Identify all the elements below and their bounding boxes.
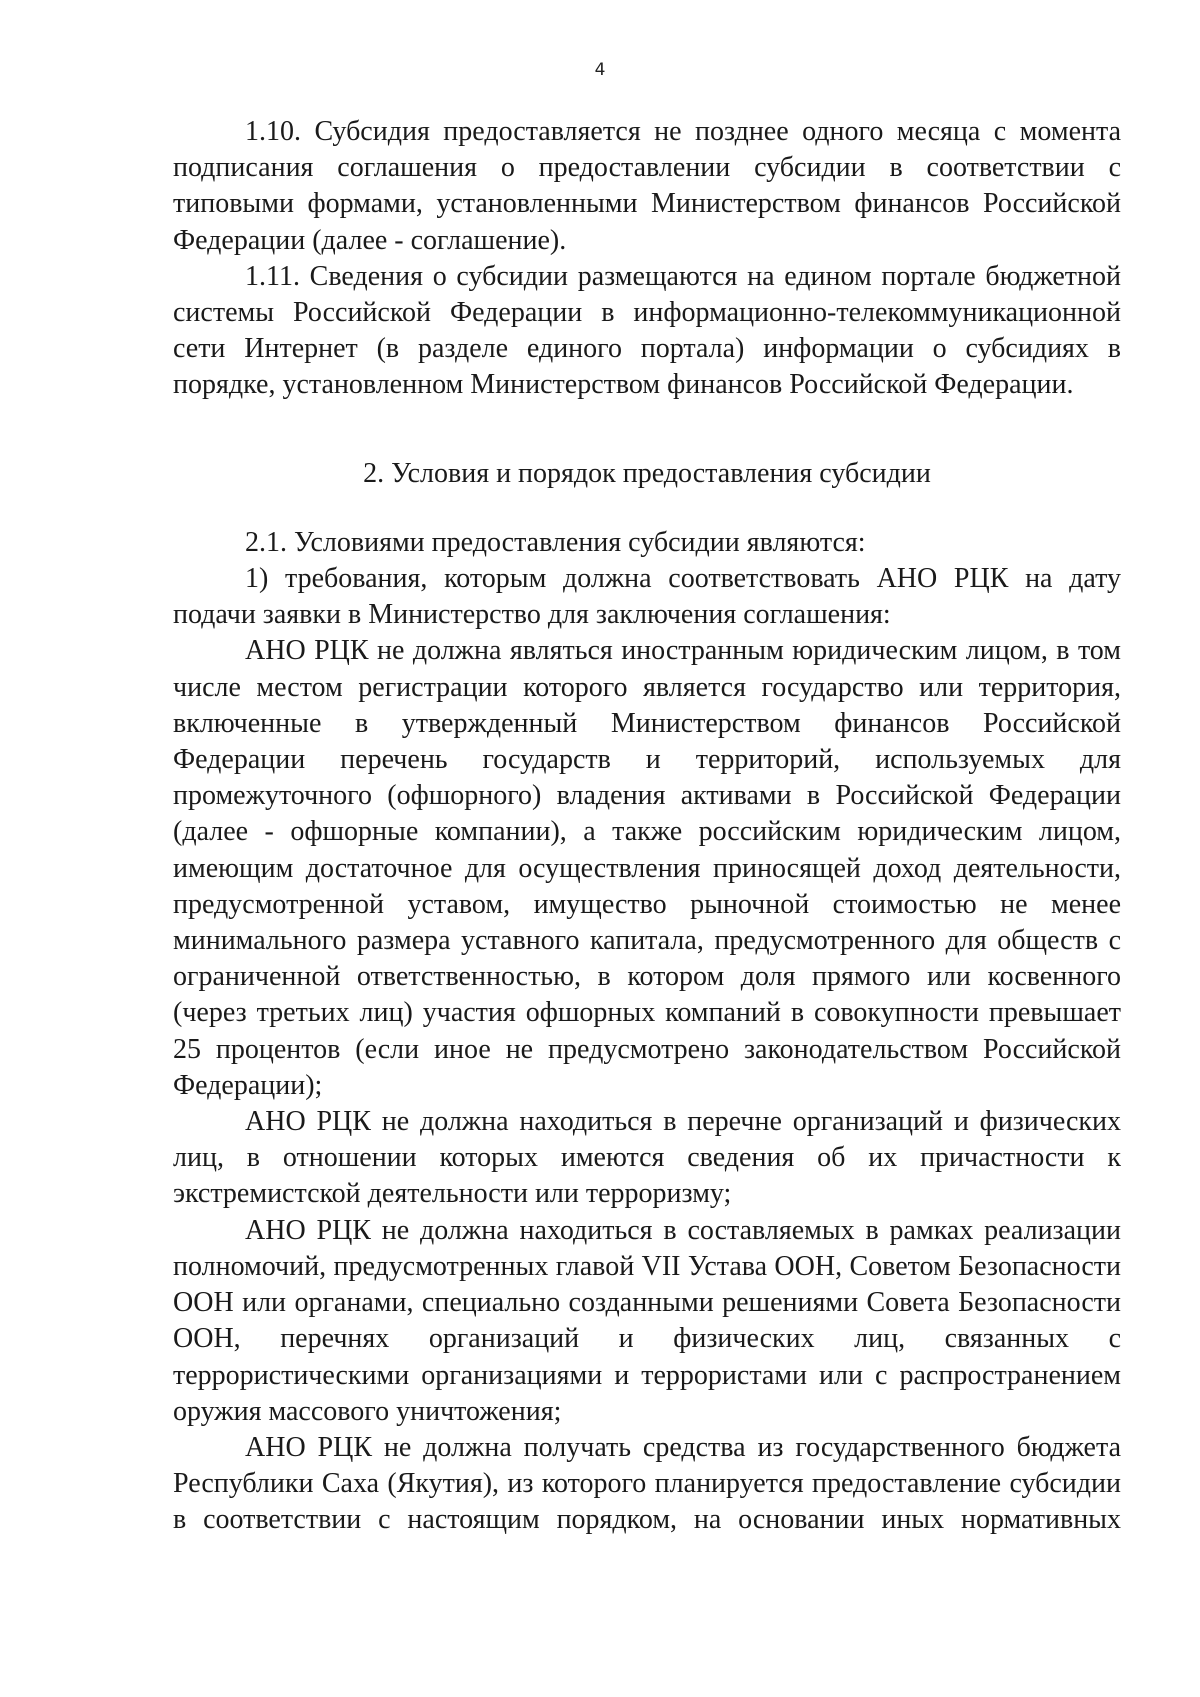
paragraph-1-10: 1.10. Субсидия предоставляется не позднее одного месяца с момента подписания соглашения о предоставлении субсидии в соответствии с типовыми формами, установленными Министерством финансов Российской Федерации (далее - соглашение). xyxy=(173,116,1121,256)
document-body xyxy=(173,114,1121,1539)
paragraph-offshore: АНО РЦК не должна являться иностранным юридическим лицом, в том числе местом регистрации которого является государство или территория, включенные в утвержденный Министерством финансов Российской Федерации перечень государств и территорий, используемых для промежуточного (офшорного) владения активами в Российской Федерации (далее - офшорные компании), а также российским юридическим лицом, имеющим достаточное для осуществления приносящей доход деятельности, предусмотренной уставом, имущество рыночной стоимостью не менее минимального размера уставного капитала, предусмотренного для обществ с ограниченной ответственностью, в котором доля прямого или косвенного (через третьих лиц) участия офшорных компаний в совокупности превышает 25 процентов (если иное не предусмотрено законодательством Российской Федерации); xyxy=(173,635,1121,1101)
paragraph-2-1: 2.1. Условиями предоставления субсидии являются: xyxy=(245,526,866,558)
paragraph-requirements: 1) требования, которым должна соответствовать АНО РЦК на дату подачи заявки в Министерство для заключения соглашения: xyxy=(173,563,1121,631)
paragraph-1-11: 1.11. Сведения о субсидии размещаются на едином портале бюджетной системы Российской Федерации в информационно-телекоммуникационной сети Интернет (в разделе единого портала) информации о субсидиях в порядке, установленном Министерством финансов Российской Федерации. xyxy=(173,260,1121,401)
paragraph-extremism: АНО РЦК не должна находиться в перечне организаций и физических лиц, в отношении которых имеются сведения об их причастности к экстремистской деятельности или терроризму; xyxy=(173,1106,1121,1210)
page-number: 4 xyxy=(594,60,606,80)
paragraph-budget: АНО РЦК не должна получать средства из государственного бюджета Республики Саха (Якутия), из которого планируется предоставление субсидии в соответствии с настоящим порядком, на основании иных нормативных xyxy=(173,1431,1121,1536)
section-heading: 2. Условия и порядок предоставления субсидии xyxy=(363,457,931,489)
paragraph-un-lists: АНО РЦК не должна находиться в составляемых в рамках реализации полномочий, предусмотренных главой VII Устава ООН, Советом Безопасности ООН или органами, специально созданными решениями Совета Безопасности ООН, перечнях организаций и физических лиц, связанных с террористическими организациями и террористами или с распространением оружия массового уничтожения; xyxy=(173,1214,1121,1427)
